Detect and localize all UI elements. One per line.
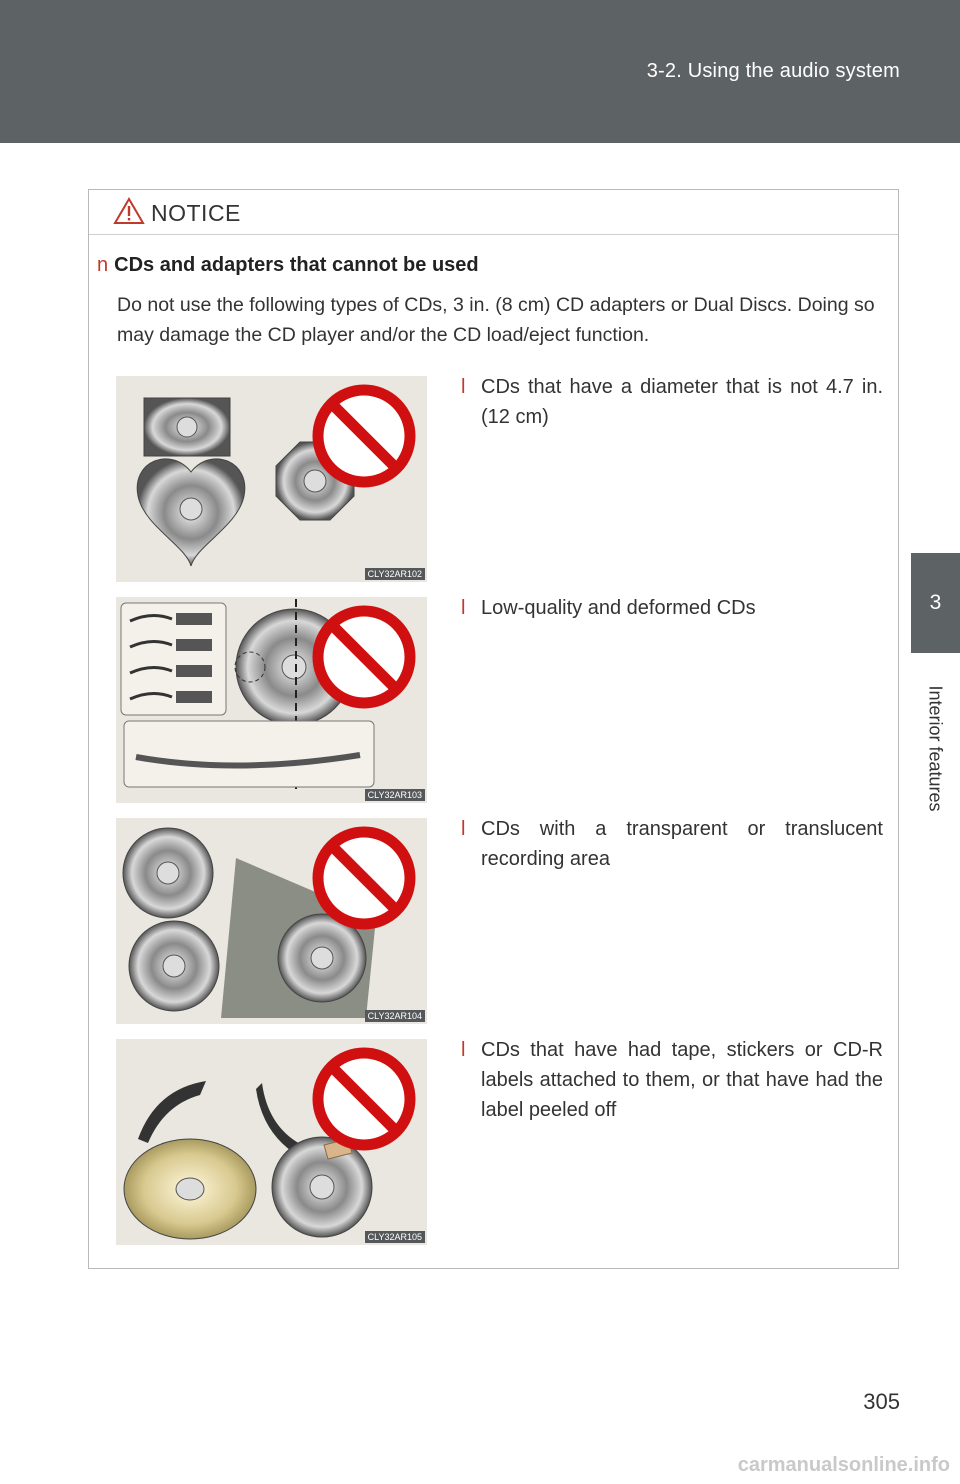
list-bullet: l bbox=[461, 818, 466, 840]
warning-icon bbox=[113, 197, 145, 225]
figure-code: CLY32AR105 bbox=[365, 1231, 425, 1243]
figure-code: CLY32AR104 bbox=[365, 1010, 425, 1022]
illustration-odd-shaped-cds bbox=[116, 376, 427, 582]
illustration-deformed-cds bbox=[116, 597, 427, 803]
item-text: CDs with a transparent or translucent recording area bbox=[481, 818, 883, 870]
chapter-tab bbox=[911, 553, 960, 653]
page-number: 305 bbox=[863, 1389, 900, 1414]
chapter-side-label bbox=[911, 668, 960, 828]
item-text: CDs that have had tape, stickers or CD-R labels attached to them, or that have had the label peeled off bbox=[481, 1039, 883, 1121]
item-diameter bbox=[461, 372, 883, 432]
page-header bbox=[0, 0, 960, 143]
figure-code: CLY32AR103 bbox=[365, 789, 425, 801]
labelled-cd-illustration bbox=[116, 1039, 427, 1245]
intro-paragraph: Do not use the following types of CDs, 3 in. (8 cm) CD adapters or Dual Discs. Doing so may damage the CD player and/or the CD load/eject function. bbox=[117, 294, 875, 346]
watermark: carmanualsonline.info bbox=[737, 1454, 950, 1476]
bullet-marker: n bbox=[97, 254, 109, 276]
notice-title: NOTICE bbox=[151, 200, 241, 226]
item-text: CDs that have a diameter that is not 4.7 in. (12 cm) bbox=[481, 376, 883, 428]
section-title: 3-2. Using the audio system bbox=[646, 60, 900, 82]
item-labels bbox=[461, 1035, 883, 1125]
illustration-transparent-cds bbox=[116, 818, 427, 1024]
list-bullet: l bbox=[461, 597, 466, 619]
illustration-labelled-cds bbox=[116, 1039, 427, 1245]
notice-header bbox=[89, 190, 898, 235]
odd-shaped-cd-illustration bbox=[116, 376, 427, 582]
notice-box bbox=[88, 189, 899, 1269]
list-bullet: l bbox=[461, 376, 466, 398]
item-text: Low-quality and deformed CDs bbox=[481, 597, 756, 619]
figure-code: CLY32AR102 bbox=[365, 568, 425, 580]
section-heading bbox=[97, 254, 479, 277]
deformed-cd-illustration bbox=[116, 597, 427, 803]
item-transparent bbox=[461, 814, 883, 874]
list-bullet: l bbox=[461, 1039, 466, 1061]
transparent-cd-illustration bbox=[116, 818, 427, 1024]
section-heading-text: CDs and adapters that cannot be used bbox=[114, 254, 479, 276]
chapter-number: 3 bbox=[929, 591, 942, 614]
item-low-quality bbox=[461, 593, 883, 623]
chapter-label: Interior features bbox=[926, 684, 946, 812]
